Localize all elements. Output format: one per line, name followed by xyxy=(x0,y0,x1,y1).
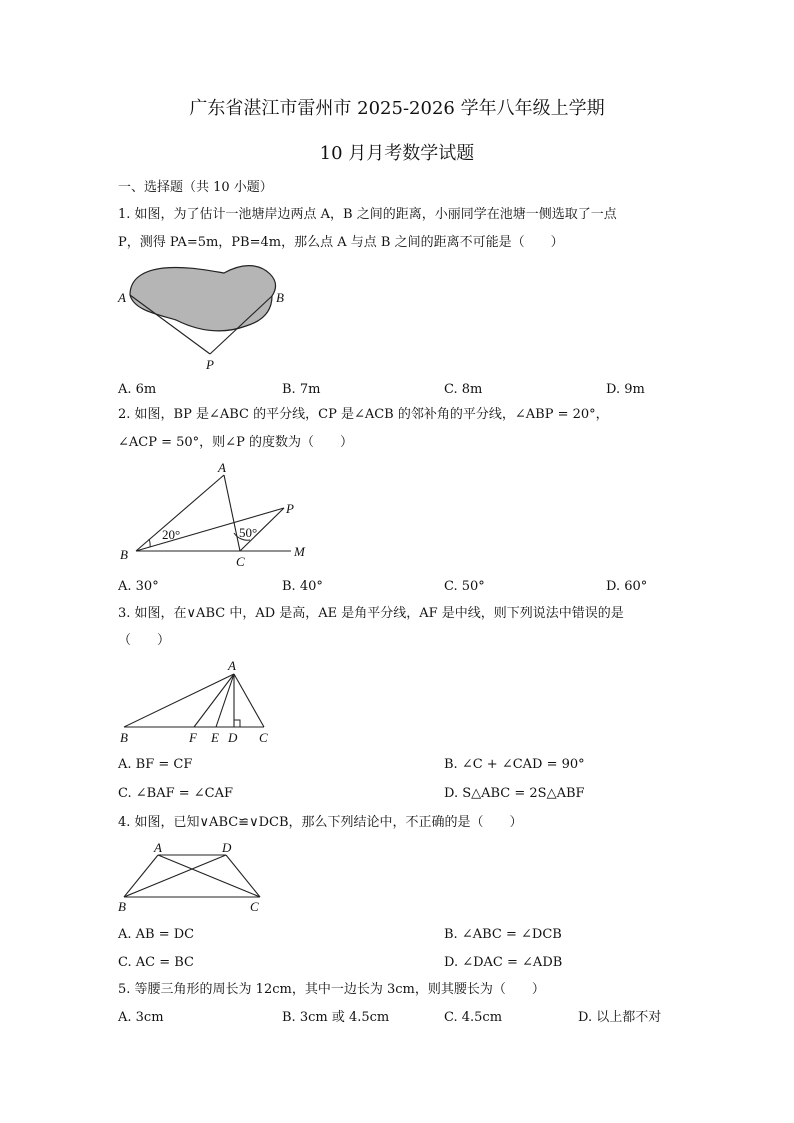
angle-arc-B xyxy=(149,539,150,547)
q5-option-d: D. 以上都不对 xyxy=(578,1010,662,1025)
q1-option-a: A. 6m xyxy=(118,382,157,397)
q1-option-b: B. 7m xyxy=(282,382,321,397)
right-angle-mark xyxy=(234,720,240,727)
q3-option-d: D. S△ABC = 2S△ABF xyxy=(444,786,585,801)
q4-text-line1: 4. 如图，已知∨ABC≌∨DCB，那么下列结论中，不正确的是（ ） xyxy=(118,815,523,830)
angle-label-50: 50° xyxy=(239,525,258,540)
q4-trapezoid-figure xyxy=(116,838,276,918)
q3-text-line2: （ ） xyxy=(118,633,171,648)
q3-text-line1: 3. 如图，在∨ABC 中，AD 是高，AE 是角平分线，AF 是中线，则下列说法中错误的是 xyxy=(118,606,624,621)
label-A: A xyxy=(228,658,236,673)
q2-option-c: C. 50° xyxy=(444,579,485,594)
q5-option-c: C. 4.5cm xyxy=(444,1010,503,1025)
label-C: C xyxy=(259,730,268,745)
q4-option-b: B. ∠ABC = ∠DCB xyxy=(444,927,562,942)
label-A: A xyxy=(154,840,162,855)
q2-option-b: B. 40° xyxy=(282,579,323,594)
segment-AF xyxy=(194,674,234,727)
label-D: D xyxy=(228,730,238,745)
q5-option-a: A. 3cm xyxy=(118,1010,164,1025)
label-E: E xyxy=(211,730,219,745)
label-C: C xyxy=(236,554,245,569)
label-M: M xyxy=(294,544,305,559)
segment-AC xyxy=(234,674,264,727)
label-P: P xyxy=(286,501,294,516)
q4-option-a: A. AB = DC xyxy=(118,927,195,942)
segment-AB xyxy=(124,855,158,897)
q5-option-b: B. 3cm 或 4.5cm xyxy=(282,1010,390,1025)
exam-title-line1: 广东省湛江市雷州市 2025-2026 学年八年级上学期 xyxy=(189,98,605,119)
segment-DB xyxy=(124,855,226,897)
q3-option-a: A. BF = CF xyxy=(118,757,193,772)
q3-option-b: B. ∠C + ∠CAD = 90° xyxy=(444,757,585,772)
label-B: B xyxy=(276,290,284,305)
q3-option-c: C. ∠BAF = ∠CAF xyxy=(118,786,234,801)
q2-text-line2: ∠ACP = 50°，则∠P 的度数为（ ） xyxy=(118,435,353,450)
q2-option-d: D. 60° xyxy=(606,579,648,594)
q3-triangle-figure xyxy=(116,656,286,748)
label-F: F xyxy=(189,730,197,745)
segment-BA xyxy=(124,674,234,727)
label-C: C xyxy=(250,899,259,914)
q1-text-line2: P，测得 PA=5m，PB=4m，那么点 A 与点 B 之间的距离不可能是（ ） xyxy=(118,235,564,250)
q4-option-c: C. AC = BC xyxy=(118,955,194,970)
pond-shape xyxy=(130,266,276,331)
section-header: 一、选择题（共 10 小题） xyxy=(118,180,273,195)
segment-AC xyxy=(224,475,240,551)
q2-text-line1: 2. 如图，BP 是∠ABC 的平分线，CP 是∠ACB 的邻补角的平分线，∠ABP = 20°， xyxy=(118,407,609,422)
q1-option-c: C. 8m xyxy=(444,382,483,397)
label-B: B xyxy=(120,730,128,745)
segment-AC xyxy=(158,855,260,897)
label-D: D xyxy=(222,840,232,855)
label-B: B xyxy=(118,899,126,914)
label-P: P xyxy=(206,357,214,372)
segment-DC xyxy=(226,855,260,897)
label-A: A xyxy=(118,290,126,305)
q2-angle-figure xyxy=(116,458,326,570)
q2-option-a: A. 30° xyxy=(118,579,159,594)
q4-option-d: D. ∠DAC = ∠ADB xyxy=(444,955,563,970)
angle-label-20: 20° xyxy=(162,527,181,542)
q1-text-line1: 1. 如图，为了估计一池塘岸边两点 A，B 之间的距离，小丽同学在池塘一侧选取了一点 xyxy=(118,207,617,222)
label-A: A xyxy=(218,460,226,475)
label-B: B xyxy=(120,547,128,562)
q1-option-d: D. 9m xyxy=(606,382,645,397)
q5-text-line1: 5. 等腰三角形的周长为 12cm，其中一边长为 3cm，则其腰长为（ ） xyxy=(118,982,545,997)
q1-pond-figure xyxy=(116,262,306,374)
exam-title-line2: 10 月月考数学试题 xyxy=(319,143,475,164)
